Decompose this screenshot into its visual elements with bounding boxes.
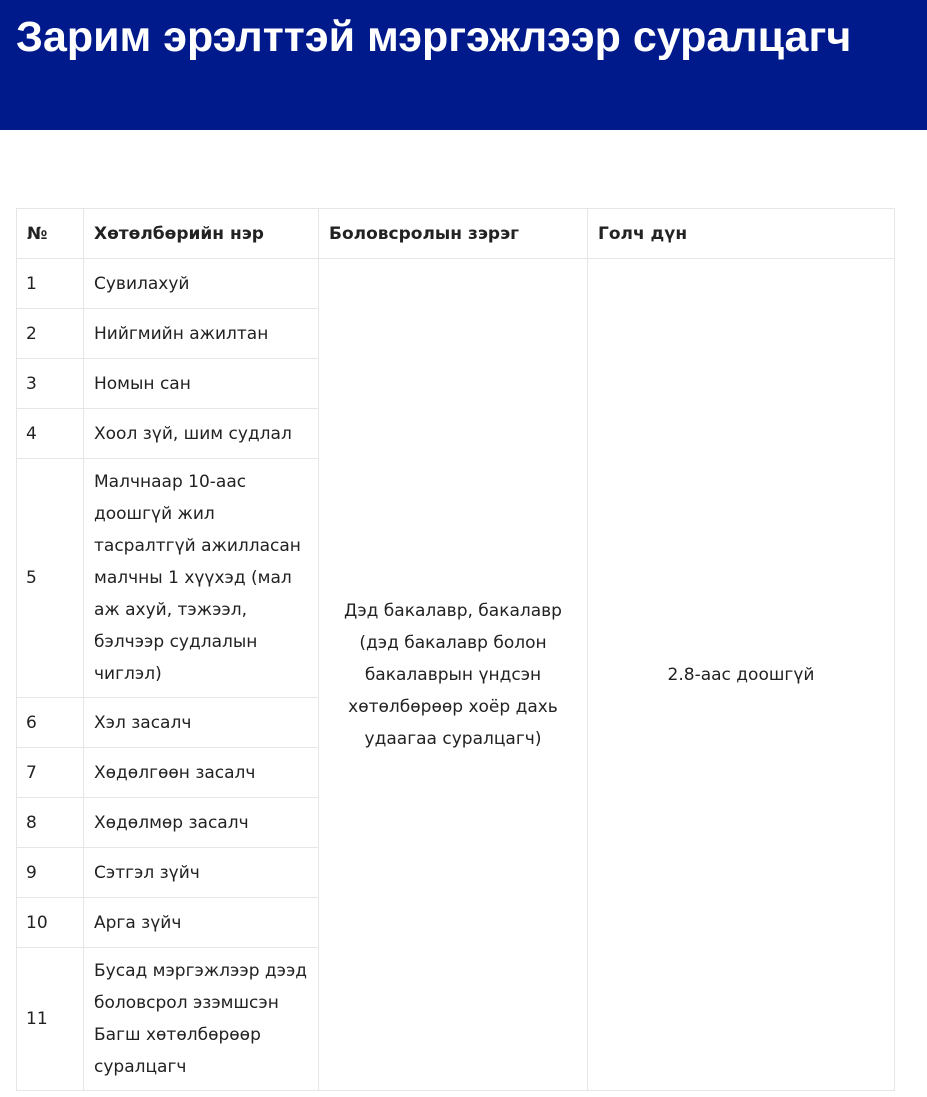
- row-program-name: Нийгмийн ажилтан: [84, 309, 319, 359]
- header-education-level: Боловсролын зэрэг: [319, 209, 588, 259]
- row-number: 2: [17, 309, 84, 359]
- row-number: 5: [17, 459, 84, 698]
- gpa-cell: 2.8-аас доошгүй: [588, 259, 895, 1091]
- row-program-name: Хөдөлгөөн засалч: [84, 748, 319, 798]
- page-title: Зарим эрэлттэй мэргэжлээр суралцагч: [16, 13, 852, 61]
- header-number: №: [17, 209, 84, 259]
- row-program-name: Арга зүйч: [84, 898, 319, 948]
- row-program-name: Хэл засалч: [84, 698, 319, 748]
- row-program-name: Хоол зүй, шим судлал: [84, 409, 319, 459]
- row-number: 8: [17, 798, 84, 848]
- row-program-name: Сувилахуй: [84, 259, 319, 309]
- row-number: 10: [17, 898, 84, 948]
- row-program-name: Хөдөлмөр засалч: [84, 798, 319, 848]
- row-number: 3: [17, 359, 84, 409]
- row-program-name: Малчнаар 10-аас доошгүй жил тасралтгүй ажилласан малчны 1 хүүхэд (мал аж ахуй, тэжээл, бэлчээр судлалын чиглэл): [84, 459, 319, 698]
- header-program-name: Хөтөлбөрийн нэр: [84, 209, 319, 259]
- row-number: 1: [17, 259, 84, 309]
- row-number: 9: [17, 848, 84, 898]
- row-program-name: Бусад мэргэжлээр дээд боловсрол эзэмшсэн Багш хөтөлбөрөөр суралцагч: [84, 948, 319, 1091]
- table-header-row: [17, 209, 895, 259]
- programs-table: [16, 208, 895, 1091]
- row-number: 6: [17, 698, 84, 748]
- row-program-name: Сэтгэл зүйч: [84, 848, 319, 898]
- row-program-name: Номын сан: [84, 359, 319, 409]
- row-number: 7: [17, 748, 84, 798]
- table-row: [17, 259, 895, 309]
- row-number: 11: [17, 948, 84, 1091]
- page-banner: [0, 0, 927, 130]
- education-level-cell: Дэд бакалавр, бакалавр (дэд бакалавр болон бакалаврын үндсэн хөтөлбөрөөр хоёр дахь удаагаа суралцагч): [319, 259, 588, 1091]
- row-number: 4: [17, 409, 84, 459]
- programs-table-container: [16, 208, 894, 1091]
- header-gpa: Голч дүн: [588, 209, 895, 259]
